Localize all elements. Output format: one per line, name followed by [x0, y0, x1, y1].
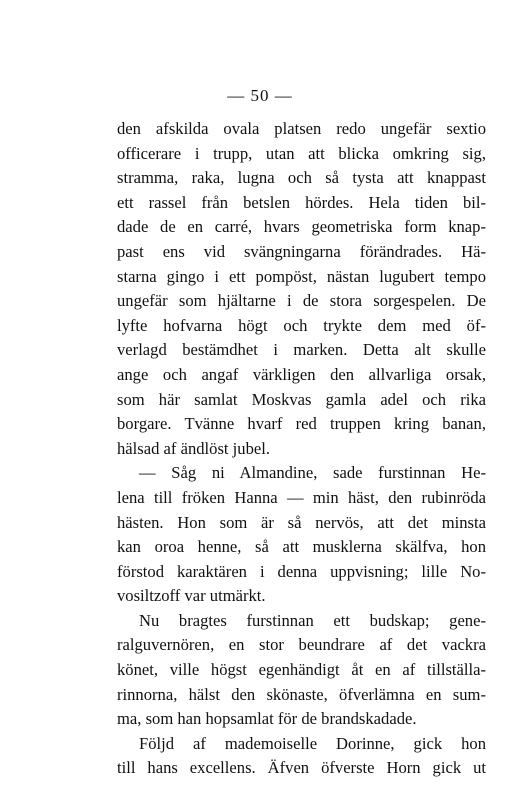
text-line: kan oroa henne, så att musklerna skälfva, hon [117, 537, 486, 557]
text-line: starna gingo i ett pompöst, nästan lugubert tempo [117, 266, 486, 286]
text-line: ett rassel från betslen hördes. Hela tiden bil- [117, 192, 486, 212]
text-line: ange och angaf värkligen den allvarliga orsak, [117, 364, 486, 384]
text-line: past ens vid svängningarna förändrades. Hä- [117, 241, 486, 261]
text-line: officerare i trupp, utan att blicka omkring sig, [117, 143, 486, 163]
body-text [117, 117, 486, 781]
text-line: rinnorna, hälst den skönaste, öfverlämna en sum- [117, 684, 486, 704]
text-line: vosiltzoff var utmärkt. [117, 586, 266, 606]
text-line: verlagd bestämdhet i marken. Detta alt skulle [117, 340, 486, 360]
text-line: ungefär som hjältarne i de stora sorgespelen. De [117, 291, 486, 311]
text-line: könet, ville högst egenhändigt åt en af tillställa- [117, 660, 486, 680]
text-line: förstod karaktären i denna uppvisning; lille No- [117, 561, 486, 581]
text-line: lena till fröken Hanna — min häst, den rubinröda [117, 487, 486, 507]
text-line: Följd af mademoiselle Dorinne, gick hon [139, 733, 486, 753]
text-line: — Såg ni Almandine, sade furstinnan He- [139, 463, 486, 483]
text-line: ma, som han hopsamlat för de brandskadade. [117, 709, 417, 729]
text-line: hästen. Hon som är så nervös, att det minsta [117, 512, 486, 532]
text-line: hälsad af ändlöst jubel. [117, 438, 270, 458]
text-line: Nu bragtes furstinnan ett budskap; gene- [139, 610, 486, 630]
page-number: — 50 — [227, 86, 293, 105]
text-line: till hans excellens. Äfven öfverste Horn gick ut [117, 758, 486, 778]
text-line: dade de en carré, hvars geometriska form knap- [117, 217, 486, 237]
text-line: den afskilda ovala platsen redo ungefär sextio [117, 119, 486, 138]
text-line: lyfte hofvarna högt och trykte dem med öf- [117, 315, 486, 335]
text-line: stramma, raka, lugna och så tysta att knappast [117, 168, 486, 188]
text-line: som här samlat Moskvas gamla adel och rika [117, 389, 486, 409]
text-line: borgare. Tvänne hvarf red truppen kring banan, [117, 414, 486, 434]
text-line: ralguvernören, en stor beundrare af det vackra [117, 635, 486, 655]
